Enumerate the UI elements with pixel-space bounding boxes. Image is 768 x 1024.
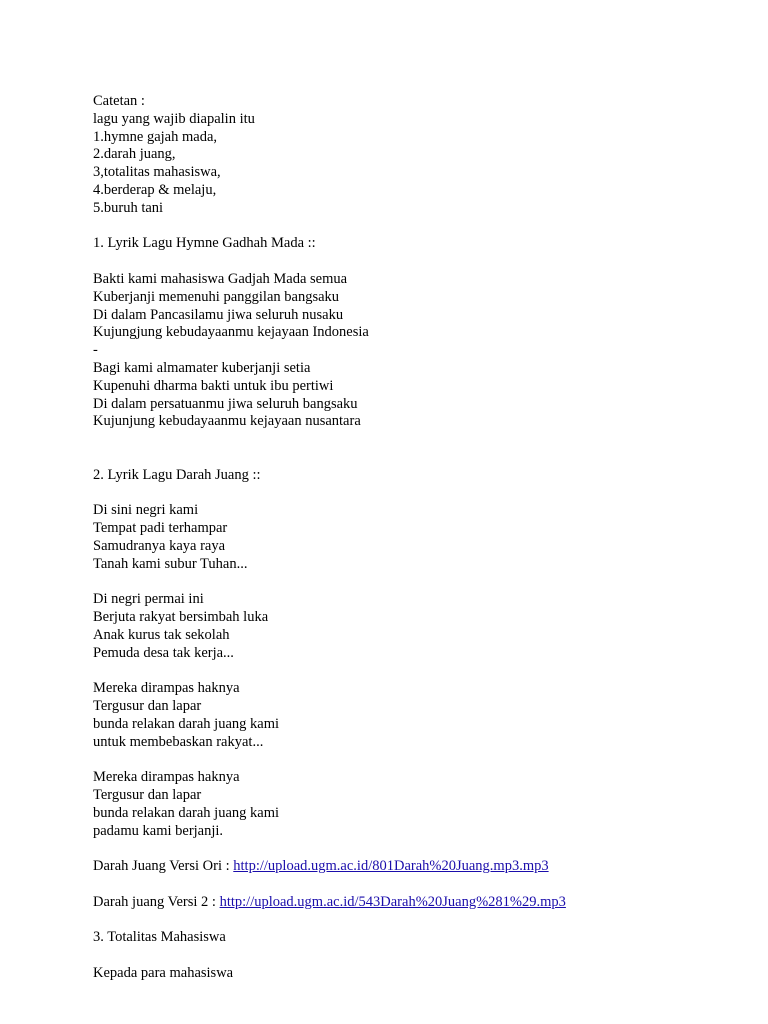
blank-line xyxy=(93,485,733,503)
text-line xyxy=(93,556,733,574)
text-line xyxy=(93,698,733,716)
link-line xyxy=(93,894,733,912)
text-line xyxy=(93,502,733,520)
text-line xyxy=(93,378,733,396)
text-line xyxy=(93,680,733,698)
line-text: Darah Juang Versi Ori : xyxy=(93,858,234,875)
text-line xyxy=(93,787,733,805)
blank-line xyxy=(93,218,733,236)
blank-line xyxy=(93,574,733,592)
text-line xyxy=(93,289,733,307)
document-page xyxy=(93,93,733,983)
line-text: bunda relakan darah juang kami xyxy=(93,804,280,821)
text-line xyxy=(93,396,733,414)
line-text: 5.buruh tani xyxy=(93,199,164,216)
text-line xyxy=(93,129,733,147)
line-text: Catetan : xyxy=(93,93,145,109)
line-text: 1.hymne gajah mada, xyxy=(93,128,218,145)
line-text: Darah juang Versi 2 : xyxy=(93,893,220,910)
line-text: padamu kami berjanji. xyxy=(93,822,224,839)
audio-link[interactable]: http://upload.ugm.ac.id/801Darah%20Juang.mp3.mp3 xyxy=(233,858,549,875)
line-text: 1. Lyrik Lagu Hymne Gadhah Mada :: xyxy=(93,235,316,252)
line-text: Bakti kami mahasiswa Gadjah Mada semua xyxy=(93,270,348,287)
text-line xyxy=(93,734,733,752)
text-line xyxy=(93,413,733,431)
line-text: Di sini negri kami xyxy=(93,502,199,519)
text-line xyxy=(93,235,733,253)
text-line xyxy=(93,182,733,200)
line-text: 3,totalitas mahasiswa, xyxy=(93,164,221,181)
line-text: 2. Lyrik Lagu Darah Juang :: xyxy=(93,466,261,483)
line-text: Bagi kami almamater kuberjanji setia xyxy=(93,359,311,376)
text-line xyxy=(93,307,733,325)
line-text: Di dalam persatuanmu jiwa seluruh bangsaku xyxy=(93,395,358,412)
line-text: 4.berderap & melaju, xyxy=(93,181,217,198)
line-text: Kujungjung kebudayaanmu kejayaan Indonesia xyxy=(93,324,369,341)
text-line xyxy=(93,823,733,841)
text-line xyxy=(93,324,733,342)
text-line xyxy=(93,538,733,556)
blank-line xyxy=(93,876,733,894)
line-text: Anak kurus tak sekolah xyxy=(93,626,230,643)
text-line xyxy=(93,200,733,218)
blank-line xyxy=(93,947,733,965)
line-text: Di negri permai ini xyxy=(93,591,204,608)
text-line xyxy=(93,645,733,663)
blank-line xyxy=(93,449,733,467)
line-text: 3. Totalitas Mahasiswa xyxy=(93,929,226,946)
line-text: Di dalam Pancasilamu jiwa seluruh nusaku xyxy=(93,306,344,323)
line-text: 2.darah juang, xyxy=(93,146,176,163)
text-line xyxy=(93,146,733,164)
line-text: Tempat padi terhampar xyxy=(93,520,228,537)
text-line xyxy=(93,769,733,787)
text-line xyxy=(93,627,733,645)
text-line xyxy=(93,111,733,129)
text-line xyxy=(93,164,733,182)
line-text: Samudranya kaya raya xyxy=(93,537,226,554)
line-text: untuk membebaskan rakyat... xyxy=(93,733,264,750)
line-text: lagu yang wajib diapalin itu xyxy=(93,110,255,127)
text-line xyxy=(93,929,733,947)
text-line xyxy=(93,965,733,983)
text-line xyxy=(93,591,733,609)
line-text: Kujunjung kebudayaanmu kejayaan nusantara xyxy=(93,413,361,430)
text-line xyxy=(93,271,733,289)
link-line xyxy=(93,858,733,876)
blank-line xyxy=(93,663,733,681)
line-text: bunda relakan darah juang kami xyxy=(93,715,280,732)
blank-line xyxy=(93,840,733,858)
line-text: Kepada para mahasiswa xyxy=(93,965,234,982)
audio-link[interactable]: http://upload.ugm.ac.id/543Darah%20Juang%281%29.mp3 xyxy=(219,893,566,910)
line-text: Tergusur dan lapar xyxy=(93,787,202,804)
text-line xyxy=(93,609,733,627)
line-text: Kupenuhi dharma bakti untuk ibu pertiwi xyxy=(93,377,334,394)
blank-line xyxy=(93,253,733,271)
line-text: Mereka dirampas haknya xyxy=(93,680,240,697)
text-line xyxy=(93,342,733,360)
text-line xyxy=(93,520,733,538)
line-text: Tanah kami subur Tuhan... xyxy=(93,555,248,572)
blank-line xyxy=(93,751,733,769)
text-line xyxy=(93,360,733,378)
text-line xyxy=(93,716,733,734)
line-text: Mereka dirampas haknya xyxy=(93,769,240,786)
blank-line xyxy=(93,431,733,449)
line-text: Pemuda desa tak kerja... xyxy=(93,644,234,661)
line-text: - xyxy=(93,342,98,359)
text-line xyxy=(93,93,733,111)
line-text: Tergusur dan lapar xyxy=(93,698,202,715)
blank-line xyxy=(93,912,733,930)
line-text: Kuberjanji memenuhi panggilan bangsaku xyxy=(93,288,340,305)
text-line xyxy=(93,805,733,823)
line-text: Berjuta rakyat bersimbah luka xyxy=(93,609,269,626)
text-line xyxy=(93,467,733,485)
